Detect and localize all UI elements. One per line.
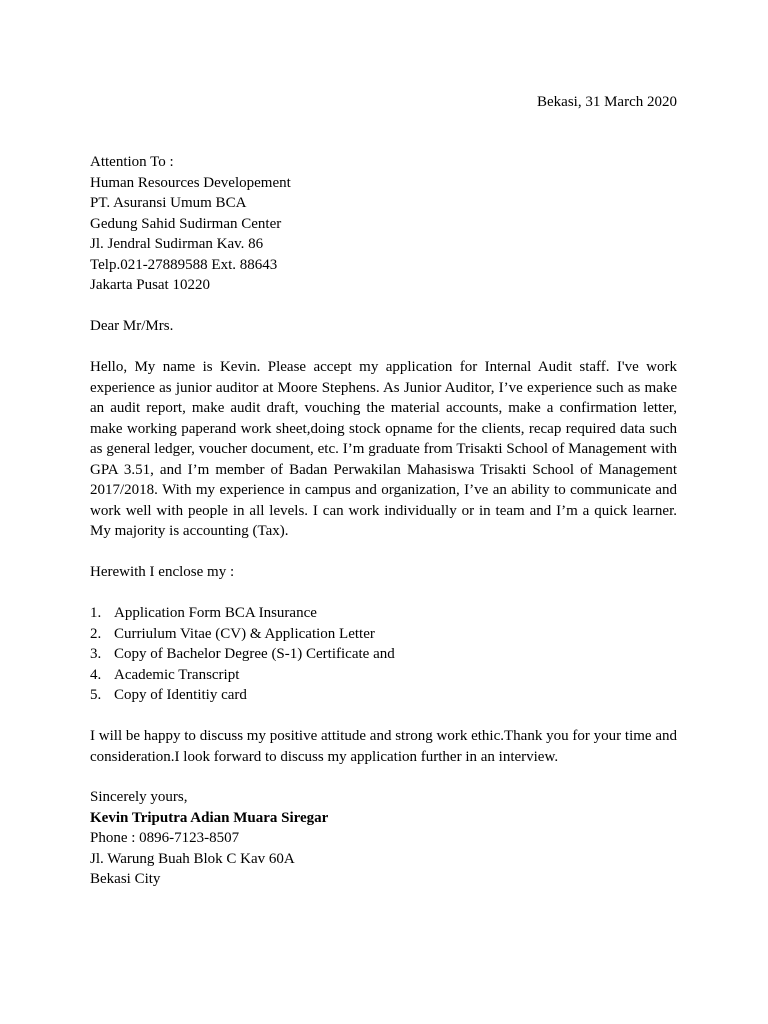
list-item-text: Copy of Bachelor Degree (S-1) Certificate and	[114, 646, 395, 662]
sender-name: Kevin Triputra Adian Muara Siregar	[90, 809, 329, 826]
list-item	[90, 665, 677, 686]
enclose-intro: Herewith I enclose my :	[90, 564, 235, 580]
letter-date: Bekasi, 31 March 2020	[537, 94, 677, 110]
recipient-building: Gedung Sahid Sudirman Center	[90, 215, 282, 232]
salutation: Dear Mr/Mrs.	[90, 318, 174, 334]
list-item-number: 1.	[90, 605, 102, 621]
body-paragraph: Hello, My name is Kevin. Please accept my application for Internal Audit staff. I've work experience as junior auditor at Moore Stephens. As Junior Auditor, I’ve experience such as make an audit report, make audit draft, vouching the material accounts, make a confirmation letter, make working paperand work sheet,doing stock opname for the clients, recap required data such as general ledger, voucher document, etc. I’m graduate from Trisakti School of Management with GPA 3.51, and I’m member of Badan Perwakilan Mahasiswa Trisakti School of Management 2017/2018. With my experience in campus and organization, I’ve an ability to communicate and work well with people in all levels. I can work individually or in team and I’m a quick learner. My majority is accounting (Tax).	[90, 359, 677, 539]
list-item-text: Curriulum Vitae (CV) & Application Letter	[114, 625, 375, 642]
list-item-text: Application Form BCA Insurance	[114, 605, 317, 621]
attention-line: Attention To :	[90, 154, 174, 170]
list-item-number: 4.	[90, 666, 102, 683]
list-item-number: 2.	[90, 625, 102, 642]
recipient-address	[90, 152, 677, 296]
signature-block	[90, 787, 677, 890]
recipient-city: Jakarta Pusat 10220	[90, 277, 210, 293]
list-item-text: Copy of Identitiy card	[114, 687, 247, 703]
enclosure-list	[90, 603, 677, 706]
list-item-text: Academic Transcript	[114, 666, 240, 683]
recipient-phone: Telp.021-27889588 Ext. 88643	[90, 256, 278, 273]
list-item	[90, 624, 677, 645]
closing-phrase: Sincerely yours,	[90, 789, 188, 805]
sender-city: Bekasi City	[90, 871, 161, 887]
recipient-company: PT. Asuransi Umum BCA	[90, 195, 247, 211]
closing-paragraph: I will be happy to discuss my positive attitude and strong work ethic.Thank you for your time and consideration.I look forward to discuss my application further in an interview.	[90, 728, 677, 765]
list-item-number: 5.	[90, 687, 102, 703]
list-item-number: 3.	[90, 646, 102, 662]
recipient-street: Jl. Jendral Sudirman Kav. 86	[90, 236, 264, 252]
list-item	[90, 685, 677, 706]
sender-phone: Phone : 0896-7123-8507	[90, 830, 240, 846]
recipient-department: Human Resources Developement	[90, 174, 291, 191]
list-item	[90, 603, 677, 624]
sender-address: Jl. Warung Buah Blok C Kav 60A	[90, 850, 295, 867]
list-item	[90, 644, 677, 665]
